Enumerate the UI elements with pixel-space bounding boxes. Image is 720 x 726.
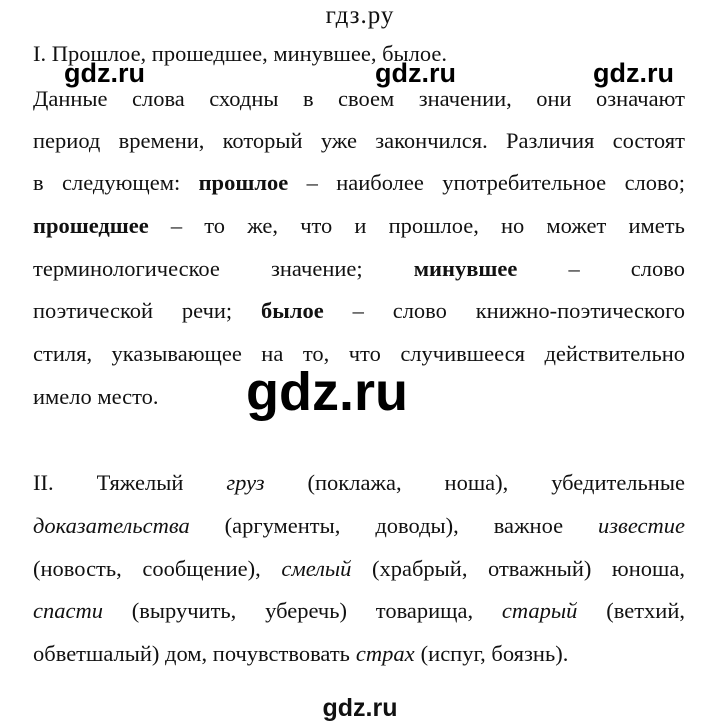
term-bold: былое: [261, 298, 324, 323]
section-2-line-4: спасти (выручить, уберечь) товарища, старый (ветхий,: [33, 598, 685, 623]
section-2-line-5: обветшалый) дом, почувствовать страх (испуг, боязнь).: [33, 641, 569, 666]
footer-watermark: gdz.ru: [322, 694, 398, 722]
watermark-right: gdz.ru: [593, 58, 674, 88]
watermark-left: gdz.ru: [64, 58, 145, 88]
term-bold: минувшее: [413, 256, 518, 281]
term-italic: спасти: [33, 598, 103, 623]
section-1-line-5: терминологическое значение; минувшее – слово: [33, 256, 685, 281]
section-2-line-1: II. Тяжелый груз (поклажа, ноша), убедительные: [33, 470, 685, 495]
term-italic: старый: [501, 598, 578, 623]
term-italic: доказательства: [33, 513, 190, 538]
section-1-title: I. Прошлое, прошедшее, минувшее, былое.: [33, 41, 448, 66]
section-1-line-6: поэтической речи; былое – слово книжно-поэтического: [33, 298, 685, 323]
watermark-center: gdz.ru: [375, 58, 456, 88]
section-1-line-7: стиля, указывающее на то, что случившееся действительно: [33, 341, 685, 366]
section-1-line-8: имело место.: [33, 384, 159, 409]
term-bold: прошедшее: [33, 213, 149, 238]
page-header: гдз.ру: [325, 2, 395, 29]
section-2-line-2: доказательства (аргументы, доводы), важное известие: [33, 513, 685, 538]
section-1-line-4: прошедшее – то же, что и прошлое, но может иметь: [33, 213, 685, 238]
term-italic: известие: [598, 513, 685, 538]
section-1-line-3: в следующем: прошлое – наиболее употребительное слово;: [33, 170, 685, 195]
watermark-large: gdz.ru: [246, 362, 408, 422]
section-2-line-3: (новость, сообщение), смелый (храбрый, отважный) юноша,: [33, 556, 685, 581]
term-italic: смелый: [281, 556, 352, 581]
term-italic: страх: [355, 641, 415, 666]
term-italic: груз: [226, 470, 265, 495]
term-bold: прошлое: [198, 170, 289, 195]
section-1-line-2: период времени, который уже закончился. Различия состоят: [33, 128, 685, 153]
section-1-line-1: Данные слова сходны в своем значении, они означают: [33, 86, 685, 111]
